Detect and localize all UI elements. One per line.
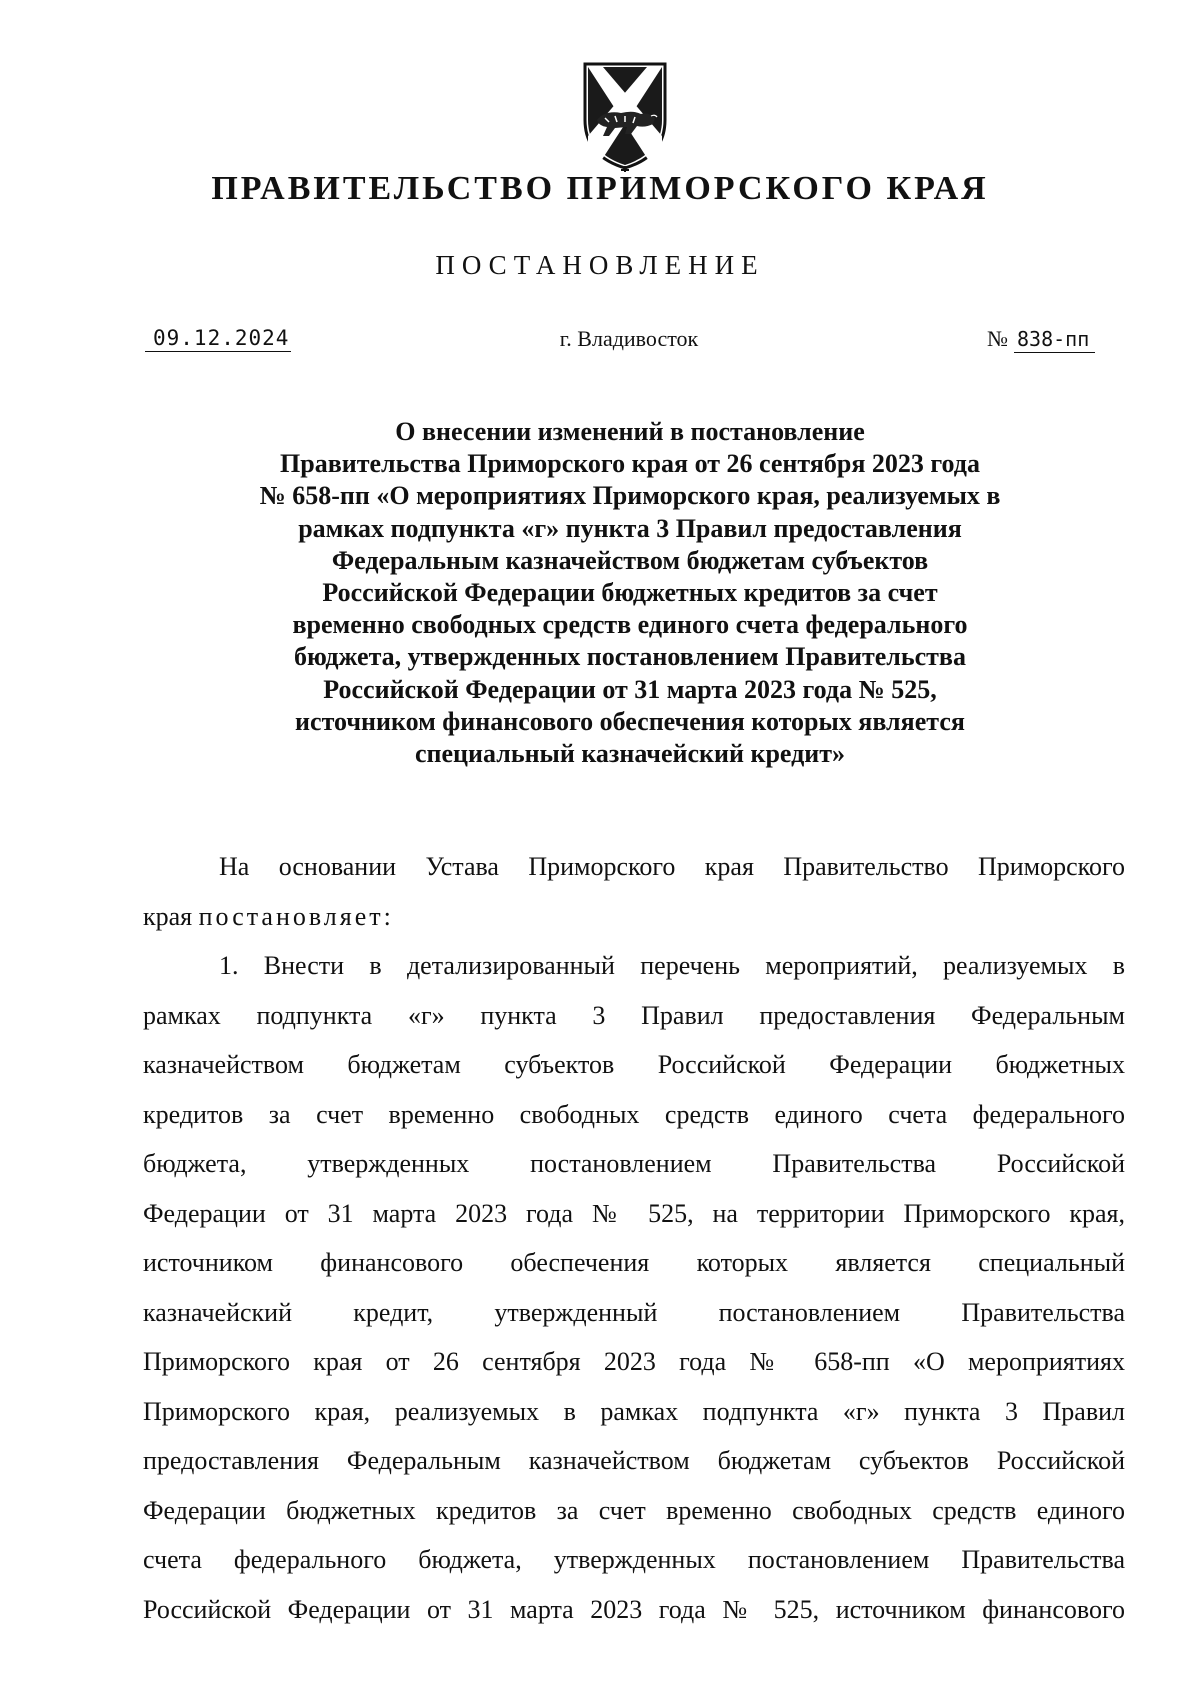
paragraph-line: кредитов за счет временно свободных средств единого счета федерального	[143, 1099, 1125, 1129]
preamble-resolves: постановляет:	[198, 901, 394, 931]
subject-heading	[180, 416, 1080, 770]
paragraph-line: казначейский кредит, утвержденный постановлением Правительства	[143, 1297, 1125, 1327]
paragraph-line: 1. Внести в детализированный перечень мероприятий, реализуемых в	[219, 951, 1125, 980]
paragraph-line: Федерации бюджетных кредитов за счет временно свободных средств единого	[143, 1495, 1125, 1525]
paragraph-line: источником финансового обеспечения которых является специальный	[143, 1248, 1125, 1277]
document-number	[987, 326, 1095, 352]
paragraph-line: Приморского края от 26 сентября 2023 года № 658-пп «О мероприятиях	[143, 1347, 1125, 1376]
document-date: 09.12.2024	[145, 326, 291, 352]
paragraph-line: бюджета, утвержденных постановлением Правительства Российской	[143, 1149, 1125, 1178]
subject-line: Российской Федерации от 31 марта 2023 года № 525,	[323, 674, 937, 704]
subject-line: О внесении изменений в постановление	[395, 417, 865, 446]
document-kind-title: ПОСТАНОВЛЕНИЕ	[435, 250, 765, 280]
subject-line: источником финансового обеспечения которых является	[295, 706, 965, 736]
paragraph-line: предоставления Федеральным казначейством бюджетам субъектов Российской	[143, 1446, 1125, 1475]
paragraph-line: счета федерального бюджета, утвержденных постановлением Правительства	[143, 1545, 1125, 1574]
government-title: ПРАВИТЕЛЬСТВО ПРИМОРСКОГО КРАЯ	[211, 170, 989, 207]
primorsky-krai-coat-of-arms-icon	[575, 58, 675, 173]
preamble-line	[143, 892, 1125, 942]
document-city: г. Владивосток	[559, 326, 699, 351]
number-sign: №	[987, 326, 1008, 351]
preamble-line: На основании Устава Приморского края Правительство Приморского	[219, 852, 1125, 881]
subject-line: бюджета, утвержденных постановлением Правительства	[294, 642, 966, 672]
document-body	[143, 842, 1125, 1634]
subject-line: специальный казначейский кредит»	[414, 739, 846, 769]
subject-line: рамках подпункта «г» пункта 3 Правил предоставления	[298, 513, 962, 543]
paragraph-line: рамках подпункта «г» пункта 3 Правил предоставления Федеральным	[143, 1000, 1125, 1030]
paragraph-line: Приморского края, реализуемых в рамках подпункта «г» пункта 3 Правил	[143, 1396, 1125, 1426]
paragraph-line: казначейством бюджетам субъектов Российской Федерации бюджетных	[143, 1050, 1125, 1079]
number-value: 838-пп	[1014, 327, 1095, 353]
subject-line: № 658-пп «О мероприятиях Приморского края, реализуемых в	[259, 481, 1001, 511]
subject-line: Правительства Приморского края от 26 сентября 2023 года	[280, 449, 980, 479]
paragraph-line: Федерации от 31 марта 2023 года № 525, на территории Приморского края,	[143, 1198, 1125, 1228]
subject-line: Российской Федерации бюджетных кредитов за счет	[322, 578, 938, 608]
paragraph-line: Российской Федерации от 31 марта 2023 года № 525, источником финансового	[143, 1594, 1125, 1624]
subject-line: временно свободных средств единого счета федерального	[292, 610, 968, 640]
preamble-prefix: края	[143, 901, 199, 931]
subject-line: Федеральным казначейством бюджетам субъектов	[331, 545, 929, 575]
